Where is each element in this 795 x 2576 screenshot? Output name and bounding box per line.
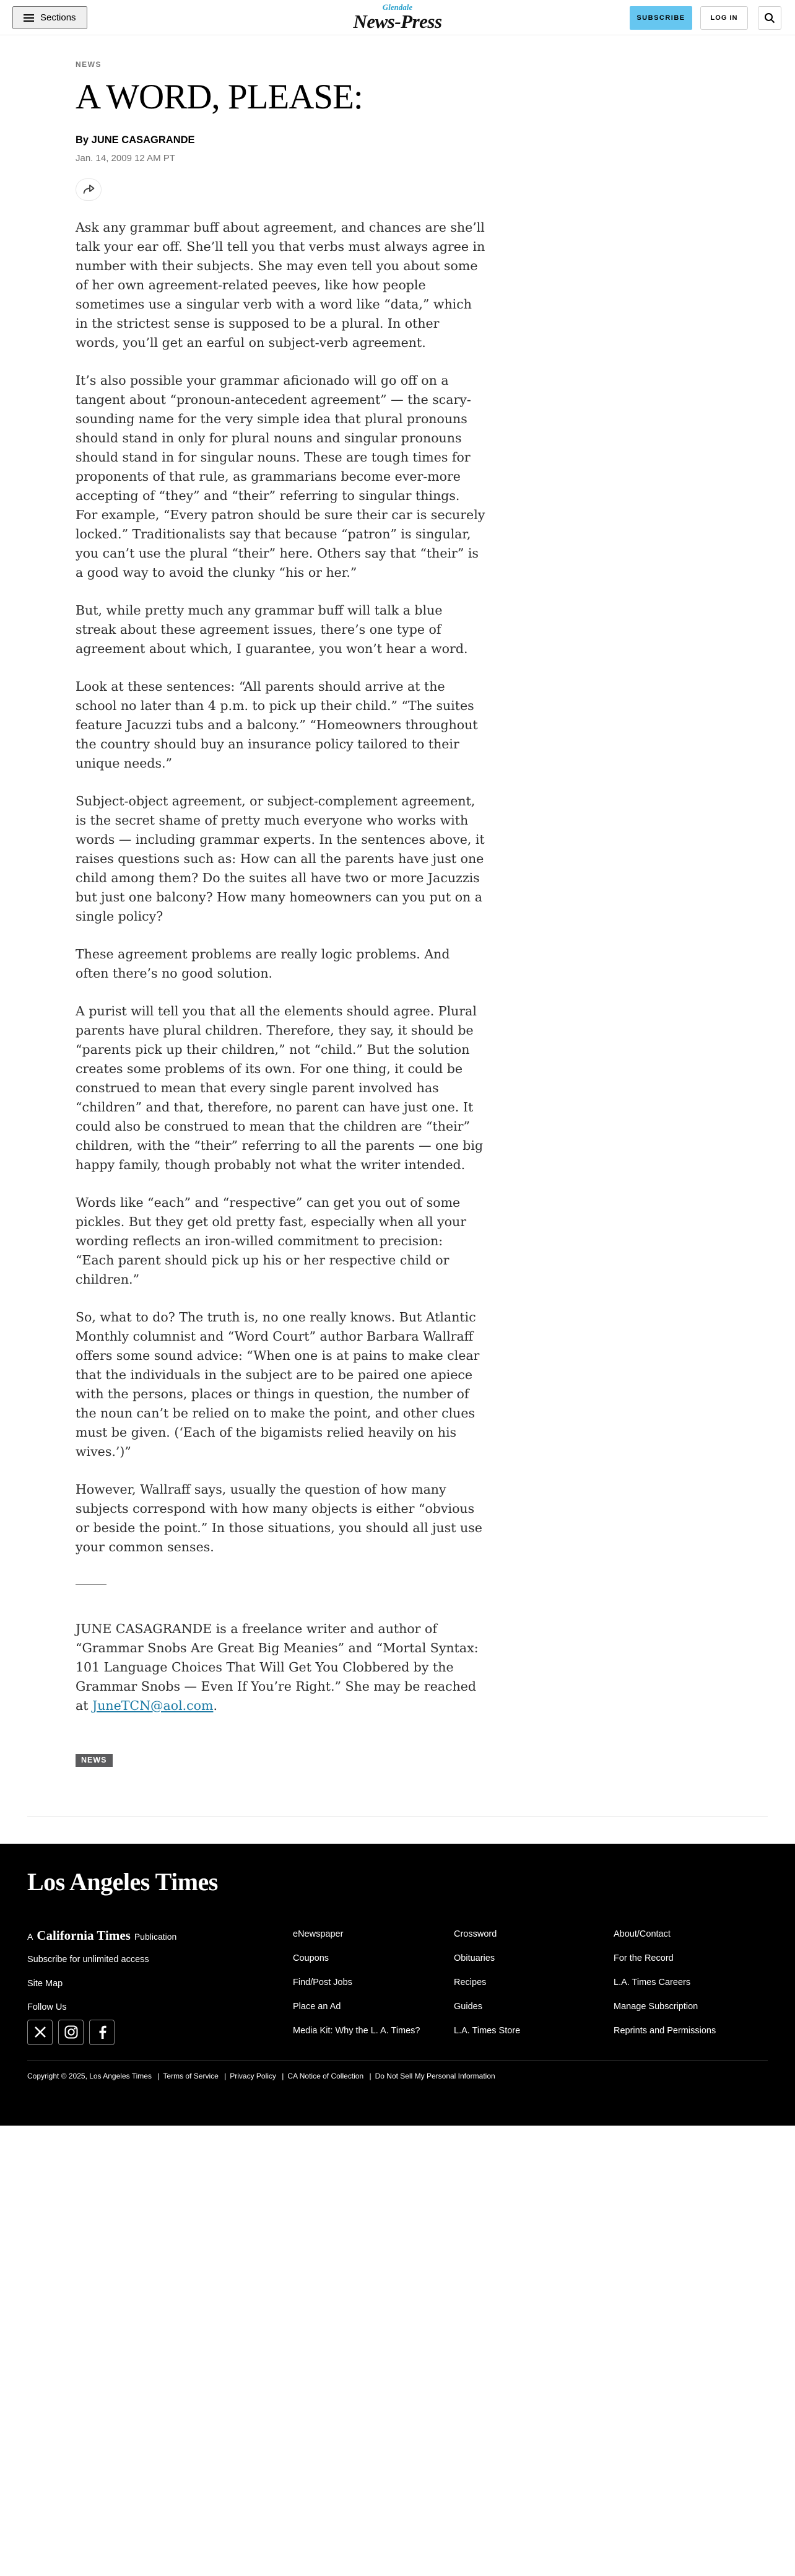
author-note-text: JUNE CASAGRANDE is a freelance writer and author of “Grammar Snobs Are Great Big Meanies” and “Mortal Syntax: 101 Language Choices That Will Get You Clobbered by the Grammar Snobs — Even If You’re Right.” She may be reached at [76, 1621, 479, 1713]
footer-link[interactable]: Recipes [454, 1977, 487, 1987]
follow-us-label: Follow Us [27, 2002, 67, 2012]
footer-link[interactable]: Media Kit: Why the L. A. Times? [293, 2025, 420, 2036]
publication-prefix: A [27, 1931, 33, 1942]
footer-link-sitemap[interactable]: Site Map [27, 1978, 63, 1989]
footer-link[interactable]: Crossword [454, 1929, 497, 1939]
copyright-bar [27, 2072, 768, 2080]
article-paragraph: These agreement problems are really logic problems. And often there’s no good solution. [76, 946, 450, 981]
footer-link[interactable]: Manage Subscription [614, 2001, 698, 2012]
footer-link[interactable]: eNewspaper [293, 1929, 344, 1939]
footer-link[interactable]: Reprints and Permissions [614, 2025, 716, 2036]
article [76, 60, 485, 1767]
hamburger-icon [24, 14, 34, 22]
sections-button[interactable] [12, 6, 87, 29]
legal-link-do-not-sell[interactable]: Do Not Sell My Personal Information [375, 2071, 495, 2080]
category-eyebrow[interactable]: NEWS [76, 60, 102, 69]
article-paragraph: So, what to do? The truth is, no one really knows. But Atlantic Monthly columnist and “Word Court” author Barbara Wallraff offers some sound advice: “When one is at pains to make clear that the individuals in the subject are to be paired one apiece with the persons, places or things in question, the number of the noun can’t be relied on to make the point, and other clues must be given. (‘Each of the bigamists relied heavily on his wives.’)” [76, 1309, 480, 1459]
publication-line [27, 1929, 293, 1943]
article-paragraph: A purist will tell you that all the elements should agree. Plural parents have plural children. Therefore, they say, it should be “parents pick up their children,” not “child.” But the solution creates some problems of its own. For one thing, it could be construed to mean that every single parent involved has “children” and that, therefore, no parent can have just one. It could also be construed to mean that the children are “their” children, with the “their” referring to all the parents — one big happy family, though probably not what the writer intended. [76, 1003, 484, 1172]
masthead-glendale: Glendale [382, 2, 413, 12]
article-paragraph: Look at these sentences: “All parents should arrive at the school no later than 4 p.m. to pick up their child.” “The suites feature Jacuzzi tubs and a balcony.” “Homeowners throughout the country should buy an insurance policy tailored to their unique needs.” [76, 678, 478, 771]
footer-column-4 [614, 1929, 768, 2049]
footer-link[interactable]: About/Contact [614, 1929, 671, 1939]
la-times-logo[interactable]: Los Angeles Times [27, 1867, 218, 1896]
masthead-logo[interactable] [353, 3, 441, 32]
facebook-icon[interactable] [89, 2020, 115, 2045]
legal-link-terms[interactable]: Terms of Service [163, 2071, 219, 2080]
footer-link[interactable]: Guides [454, 2001, 482, 2012]
x-twitter-icon[interactable] [27, 2020, 53, 2045]
subscribe-button[interactable]: SUBSCRIBE [630, 6, 692, 30]
article-paragraph: It’s also possible your grammar aficionado will go off on a tangent about “pronoun-antecedent agreement” — the scary-sounding name for the very simple idea that plural pronouns should stand in only for plural nouns and singular pronouns should stand in for singular nouns. These are tough times for proponents of that rule, as grammarians become ever-more accepting of “they” and “their” referring to singular things. For example, “Every patron should be sure their car is securely locked.” Traditionalists say that because “patron” is singular, you can’t use the plural “their” here. Others say that “their” is a good way to avoid the clunky “his or her.” [76, 372, 485, 580]
footer-link[interactable]: For the Record [614, 1953, 674, 1963]
search-icon [764, 12, 775, 24]
article-tag-news[interactable]: NEWS [76, 1754, 113, 1767]
prefooter-divider [27, 1816, 768, 1817]
byline: By JUNE CASAGRANDE [76, 134, 195, 146]
legal-link-privacy[interactable]: Privacy Policy [230, 2071, 276, 2080]
legal-link-ca-notice[interactable]: CA Notice of Collection [287, 2071, 364, 2080]
footer-link[interactable]: L.A. Times Store [454, 2025, 521, 2036]
author-email-link[interactable]: JuneTCN@aol.com [92, 1698, 214, 1713]
article-body [76, 218, 485, 1557]
site-header [0, 0, 795, 35]
article-paragraph: However, Wallraff says, usually the question of how many subjects correspond with how many objects is either “obvious or beside the point.” In those situations, you should all just use your common senses. [76, 1481, 482, 1554]
login-button[interactable]: LOG IN [700, 6, 748, 30]
footer-column-3 [454, 1929, 614, 2049]
footer-column-brand [27, 1929, 293, 2049]
separator: | [282, 2071, 284, 2080]
share-button[interactable] [76, 178, 102, 201]
separator: | [157, 2071, 160, 2080]
author-note-period: . [213, 1698, 217, 1713]
copyright-text: Copyright © 2025, Los Angeles Times [27, 2071, 152, 2080]
instagram-icon[interactable] [58, 2020, 84, 2045]
article-paragraph: Subject-object agreement, or subject-complement agreement, is the secret shame of pretty much everyone who works with words — including grammar experts. In the sentences above, it raises questions such as: How can all the parents have just one child among them? Do the suites all have two or more Jacuzzis but just one balcony? How many homeowners can you put on a single policy? [76, 793, 485, 924]
footer-link[interactable]: Coupons [293, 1953, 329, 1963]
search-button[interactable] [758, 6, 781, 30]
site-footer [0, 1844, 795, 2126]
article-paragraph: Words like “each” and “respective” can get you out of some pickles. But they get old pretty fast, especially when all your wording reflects an iron-willed commitment to precision: “Each parent should pick up his or her respective child or children.” [76, 1194, 467, 1287]
article-paragraph: Ask any grammar buff about agreement, and chances are she’ll talk your ear off. She’ll tell you that verbs must always agree in number with their subjects. She may even tell you about some of her own agreement-related peeves, like how people sometimes use a singular verb with a word like “data,” which in the strictest sense is supposed to be a plural. In other words, you’ll get an earful on subject-verb agreement. [76, 219, 485, 350]
author-note-divider [76, 1584, 106, 1585]
california-times-logo: California Times [37, 1927, 131, 1943]
footer-nav [27, 1929, 768, 2049]
share-icon [82, 184, 95, 195]
article-paragraph: But, while pretty much any grammar buff will talk a blue streak about these agreement issues, there’s one type of agreement about which, I guarantee, you won’t hear a word. [76, 602, 468, 656]
sections-label: Sections [40, 12, 76, 23]
footer-column-2 [293, 1929, 454, 2049]
footer-link[interactable]: Find/Post Jobs [293, 1977, 352, 1987]
footer-link[interactable]: L.A. Times Careers [614, 1977, 691, 1987]
bottom-whitespace [0, 2126, 795, 2576]
social-icons [27, 2020, 293, 2045]
separator: | [369, 2071, 371, 2080]
author-note [76, 1619, 485, 1715]
footer-link-subscribe[interactable]: Subscribe for unlimited access [27, 1954, 149, 1965]
publication-suffix: Publication [134, 1931, 177, 1942]
page-title: A WORD, PLEASE: [76, 77, 363, 116]
separator: | [224, 2071, 227, 2080]
masthead-newspress: News-Press [353, 11, 442, 32]
publish-date: Jan. 14, 2009 12 AM PT [76, 152, 175, 164]
footer-link[interactable]: Place an Ad [293, 2001, 341, 2012]
footer-link[interactable]: Obituaries [454, 1953, 495, 1963]
